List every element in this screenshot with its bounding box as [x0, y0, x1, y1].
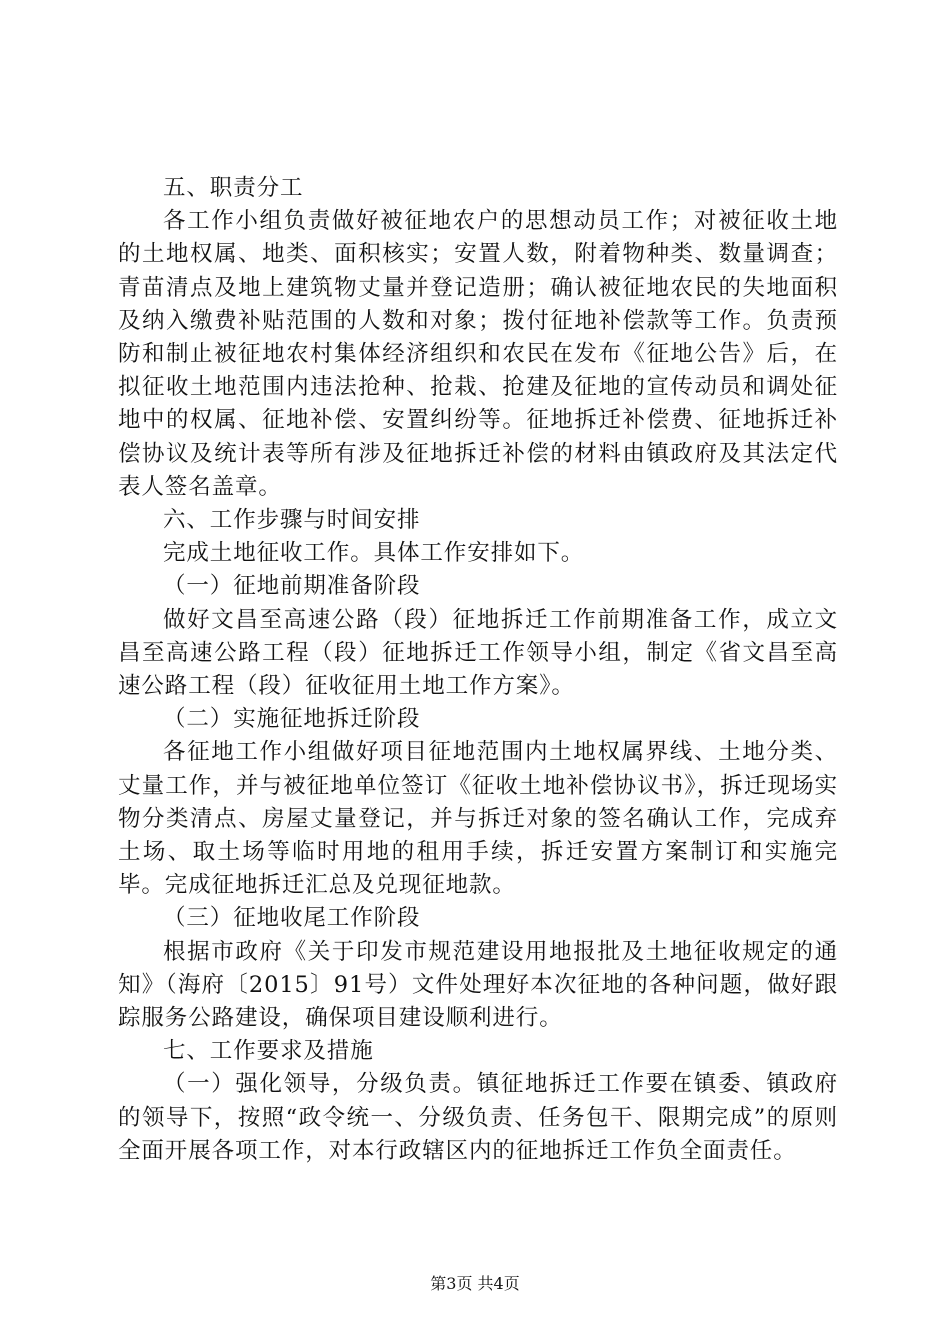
document-body: [118, 172, 838, 1168]
paragraph-requirements-leadership: （一）强化领导，分级负责。镇征地拆迁工作要在镇委、镇政府的领导下，按照“政令统一、分级负责、任务包干、限期完成”的原则全面开展各项工作，对本行政辖区内的征地拆迁工作负全面责任。: [118, 1071, 838, 1164]
subheading-implementation: （二）实施征地拆迁阶段: [163, 706, 421, 733]
paragraph-preparation: 做好文昌至高速公路（段）征地拆迁工作前期准备工作，成立文昌至高速公路工程（段）征地拆迁工作领导小组，制定《省文昌至高速公路工程（段）征收征用土地工作方案》。: [118, 606, 838, 700]
paragraph-wrapup: 根据市政府《关于印发市规范建设用地报批及土地征收规定的通知》（海府〔2015〕91号）文件处理好本次征地的各种问题，做好跟踪服务公路建设，确保项目建设顺利进行。: [118, 938, 838, 1032]
paragraph-duties: 各工作小组负责做好被征地农户的思想动员工作；对被征收土地的土地权属、地类、面积核实；安置人数，附着物种类、数量调查；青苗清点及地上建筑物丈量并登记造册；确认被征地农民的失地面积及纳入缴费补贴范围的人数和对象；拨付征地补偿款等工作。负责预防和制止被征地农村集体经济组织和农民在发布《征地公告》后，在拟征收土地范围内违法抢种、抢栽、抢建及征地的宣传动员和调处征地中的权属、征地补偿、安置纠纷等。征地拆迁补偿费、征地拆迁补偿协议及统计表等所有涉及征地拆迁补偿的材料由镇政府及其法定代表人签名盖章。: [118, 208, 838, 500]
page-number-footer: 第3页 共4页: [430, 1274, 520, 1293]
subheading-preparation: （一）征地前期准备阶段: [163, 573, 421, 600]
section-heading-duties: 五、职责分工: [163, 175, 304, 201]
subheading-wrapup: （三）征地收尾工作阶段: [163, 905, 421, 932]
paragraph-implementation: 各征地工作小组做好项目征地范围内土地权属界线、土地分类、丈量工作，并与被征地单位签订《征收土地补偿协议书》，拆迁现场实物分类清点、房屋丈量登记，并与拆迁对象的签名确认工作，完成弃土场、取土场等临时用地的租用手续，拆迁安置方案制订和实施完毕。完成征地拆迁汇总及兑现征地款。: [118, 739, 838, 899]
section-heading-requirements: 七、工作要求及措施: [163, 1038, 374, 1065]
paragraph-steps-intro: 完成土地征收工作。具体工作安排如下。: [163, 540, 585, 567]
section-heading-steps: 六、工作步骤与时间安排: [163, 507, 421, 534]
